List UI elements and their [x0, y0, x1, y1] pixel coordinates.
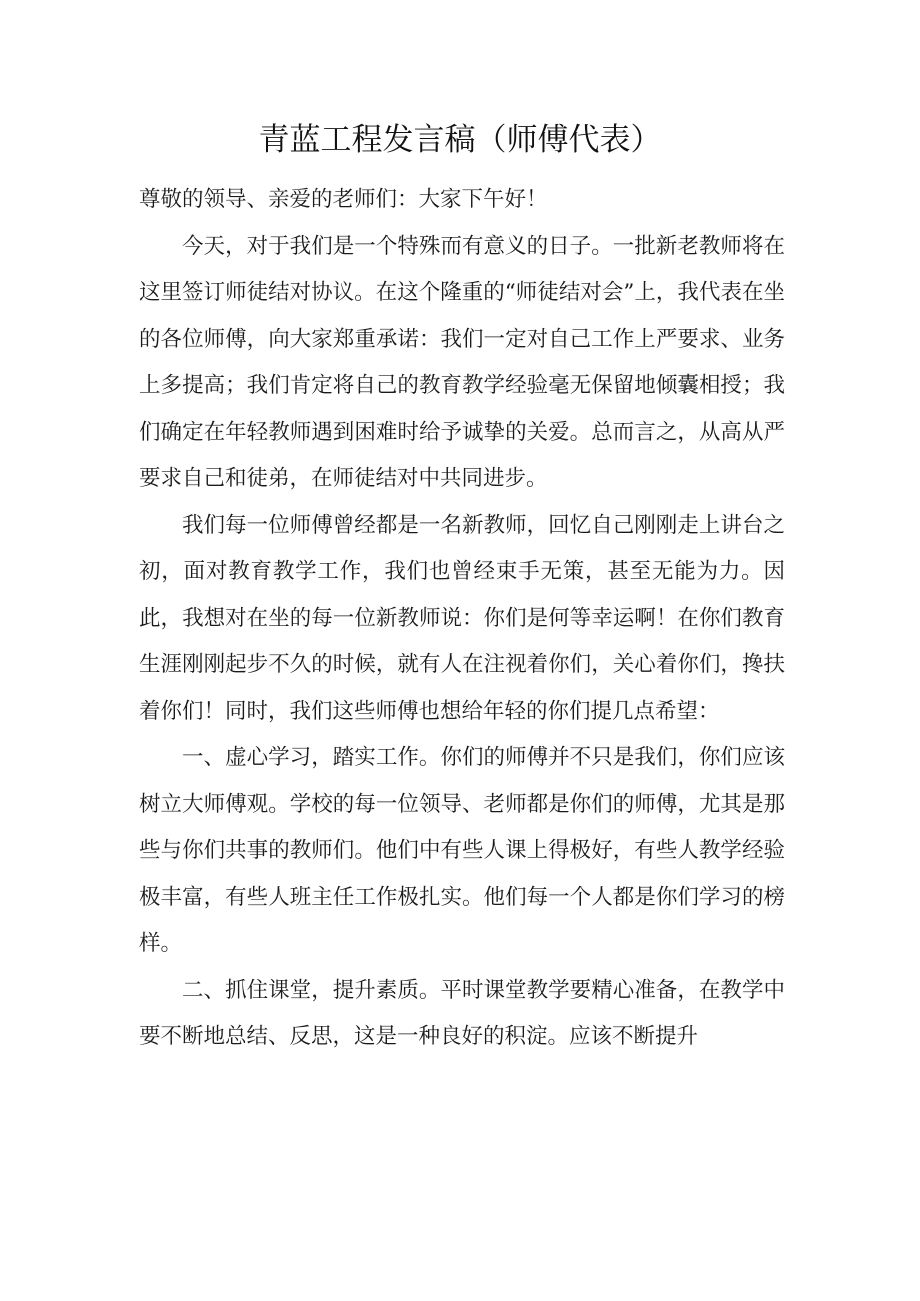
paragraph-2: 我们每一位师傅曾经都是一名新教师，回忆自己刚刚走上讲台之初，面对教育教学工作，我们也曾经束手无策，甚至无能为力。因此，我想对在坐的每一位新教师说：你们是何等幸运啊！在你们教育生涯刚刚起步不久的时候，就有人在注视着你们，关心着你们，搀扶着你们！同时，我们这些师傅也想给年轻的你们提几点希望： — [139, 512, 785, 724]
paragraph-3: 一、虚心学习，踏实工作。你们的师傅并不只是我们，你们应该树立大师傅观。学校的每一位领导、老师都是你们的师傅，尤其是那些与你们共事的教师们。他们中有些人课上得极好，有些人教学经验极丰富，有些人班主任工作极扎实。他们每一个人都是你们学习的榜样。 — [139, 745, 785, 956]
paragraph-4: 二、抓住课堂，提升素质。平时课堂教学要精心准备，在教学中要不断地总结、反思，这是一种良好的积淀。应该不断提升 — [139, 977, 785, 1049]
greeting-line: 尊敬的领导、亲爱的老师们：大家下午好！ — [139, 187, 548, 212]
paragraph-1: 今天，对于我们是一个特殊而有意义的日子。一批新老教师将在这里签订师徒结对协议。在这个隆重的“师徒结对会”上，我代表在坐的各位师傅，向大家郑重承诺：我们一定对自己工作上严要求、业务上多提高；我们肯定将自己的教育教学经验毫无保留地倾囊相授；我们确定在年轻教师遇到困难时给予诚挚的关爱。总而言之，从高从严要求自己和徒弟，在师徒结对中共同进步。 — [139, 233, 785, 491]
document-body — [139, 177, 785, 1061]
document-title: 青蓝工程发言稿（师傅代表） — [258, 122, 662, 158]
